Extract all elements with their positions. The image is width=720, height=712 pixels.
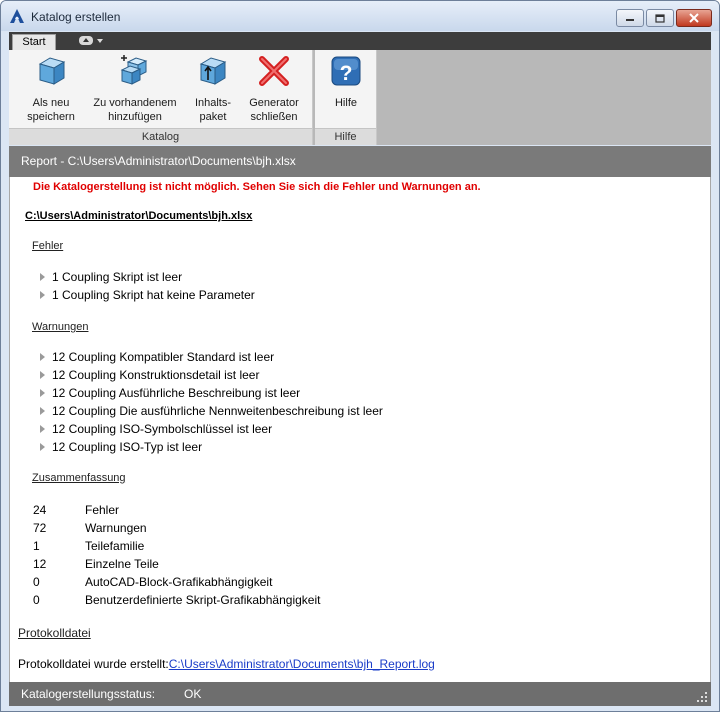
error-item[interactable] — [40, 270, 182, 284]
summary-label: Einzelne Teile — [85, 557, 159, 571]
help-button[interactable] — [319, 54, 373, 110]
warning-item[interactable] — [40, 368, 259, 382]
warning-item[interactable] — [40, 386, 300, 400]
status-label: Katalogerstellungsstatus: — [21, 687, 156, 701]
save-as-new-button[interactable] — [15, 54, 87, 124]
warning-item-text: 12 Coupling Konstruktionsdetail ist leer — [52, 368, 260, 382]
status-value: OK — [184, 687, 202, 701]
warning-item[interactable] — [40, 422, 272, 436]
summary-count: 0 — [33, 575, 40, 589]
maximize-button[interactable] — [646, 9, 674, 27]
summary-count: 0 — [33, 593, 40, 607]
close-icon — [689, 13, 699, 23]
error-item[interactable] — [40, 288, 255, 302]
summary-count: 12 — [33, 557, 47, 571]
add-to-existing-button[interactable] — [87, 54, 183, 124]
warning-item-text: 12 Coupling Die ausführliche Nennweitenbeschreibung ist leer — [52, 404, 383, 418]
summary-label: Benutzerdefinierte Skript-Grafikabhängigkeit — [85, 593, 321, 607]
maximize-icon — [655, 14, 665, 23]
close-window-button[interactable] — [676, 9, 712, 27]
log-file-text: Protokolldatei wurde erstellt: — [18, 657, 169, 671]
summary-label: AutoCAD-Block-Grafikabhängigkeit — [85, 575, 273, 589]
expand-arrow-icon — [40, 407, 45, 415]
autocad-app-icon — [10, 9, 24, 23]
error-item-text: 1 Coupling Skript ist leer — [52, 270, 183, 284]
help-question-icon — [329, 54, 363, 88]
warning-item-text: 12 Coupling ISO-Typ ist leer — [52, 440, 203, 454]
summary-count: 72 — [33, 521, 47, 535]
summary-count: 24 — [33, 503, 47, 517]
report-file-path: C:\Users\Administrator\Documents\bjh.xlsx — [25, 210, 253, 222]
section-warnungen: Warnungen — [32, 321, 89, 333]
ribbon-panel-katalog — [9, 50, 313, 145]
save-as-new-label: Als neu speichern — [27, 97, 75, 123]
title-bar[interactable] — [1, 1, 719, 31]
expand-arrow-icon — [40, 353, 45, 361]
close-generator-button[interactable] — [241, 54, 307, 124]
report-content[interactable] — [9, 177, 711, 682]
summary-label: Teilefamilie — [85, 539, 145, 553]
ribbon-tab-strip — [9, 32, 711, 50]
add-to-existing-label: Zu vorhandenem hinzufügen — [93, 97, 177, 123]
svg-text:?: ? — [339, 62, 353, 85]
help-label: Hilfe — [334, 97, 357, 109]
warning-item[interactable] — [40, 440, 202, 454]
dropdown-arrow-icon — [97, 39, 103, 43]
expand-arrow-icon — [40, 273, 45, 281]
window-title: Katalog erstellen — [31, 10, 121, 24]
warning-item-text: 12 Coupling ISO-Symbolschlüssel ist leer — [52, 422, 273, 436]
expand-arrow-icon — [40, 291, 45, 299]
resize-grip-icon[interactable] — [697, 692, 708, 703]
cube-save-icon — [34, 54, 68, 88]
log-file-line — [18, 657, 435, 671]
error-message: Die Katalogerstellung ist nicht möglich. Sehen Sie sich die Fehler und Warnungen an. — [33, 181, 481, 193]
warning-item[interactable] — [40, 350, 274, 364]
content-package-label: Inhalts- paket — [194, 97, 232, 123]
section-protokolldatei: Protokolldatei — [18, 626, 91, 640]
quick-access-toggle[interactable] — [79, 36, 103, 45]
content-package-icon — [196, 54, 230, 88]
error-item-text: 1 Coupling Skript hat keine Parameter — [52, 288, 255, 302]
panel-title-katalog: Katalog — [9, 128, 312, 145]
report-header: Report - C:\Users\Administrator\Documents\bjh.xlsx — [9, 146, 711, 177]
summary-label: Fehler — [85, 503, 120, 517]
expand-arrow-icon — [40, 371, 45, 379]
log-file-link[interactable]: C:\Users\Administrator\Documents\bjh_Report.log — [168, 657, 435, 671]
tab-start[interactable]: Start — [12, 34, 56, 50]
cube-add-icon — [118, 54, 152, 88]
minimize-ribbon-icon — [79, 36, 93, 45]
ribbon — [9, 50, 711, 145]
section-fehler: Fehler — [32, 240, 64, 252]
panel-title-hilfe: Hilfe — [315, 128, 376, 145]
expand-arrow-icon — [40, 389, 45, 397]
summary-count: 1 — [33, 539, 40, 553]
close-x-icon — [257, 54, 291, 88]
content-package-button[interactable] — [185, 54, 241, 124]
section-zusammenfassung: Zusammenfassung — [32, 472, 126, 484]
warning-item[interactable] — [40, 404, 383, 418]
summary-label: Warnungen — [85, 521, 147, 535]
close-generator-label: Generator schließen — [249, 97, 299, 123]
minimize-icon — [625, 14, 635, 22]
status-bar — [9, 682, 711, 706]
warning-item-text: 12 Coupling Ausführliche Beschreibung ist leer — [52, 386, 301, 400]
ribbon-panel-hilfe — [315, 50, 377, 145]
minimize-button[interactable] — [616, 9, 644, 27]
expand-arrow-icon — [40, 443, 45, 451]
expand-arrow-icon — [40, 425, 45, 433]
warning-item-text: 12 Coupling Kompatibler Standard ist leer — [52, 350, 275, 364]
